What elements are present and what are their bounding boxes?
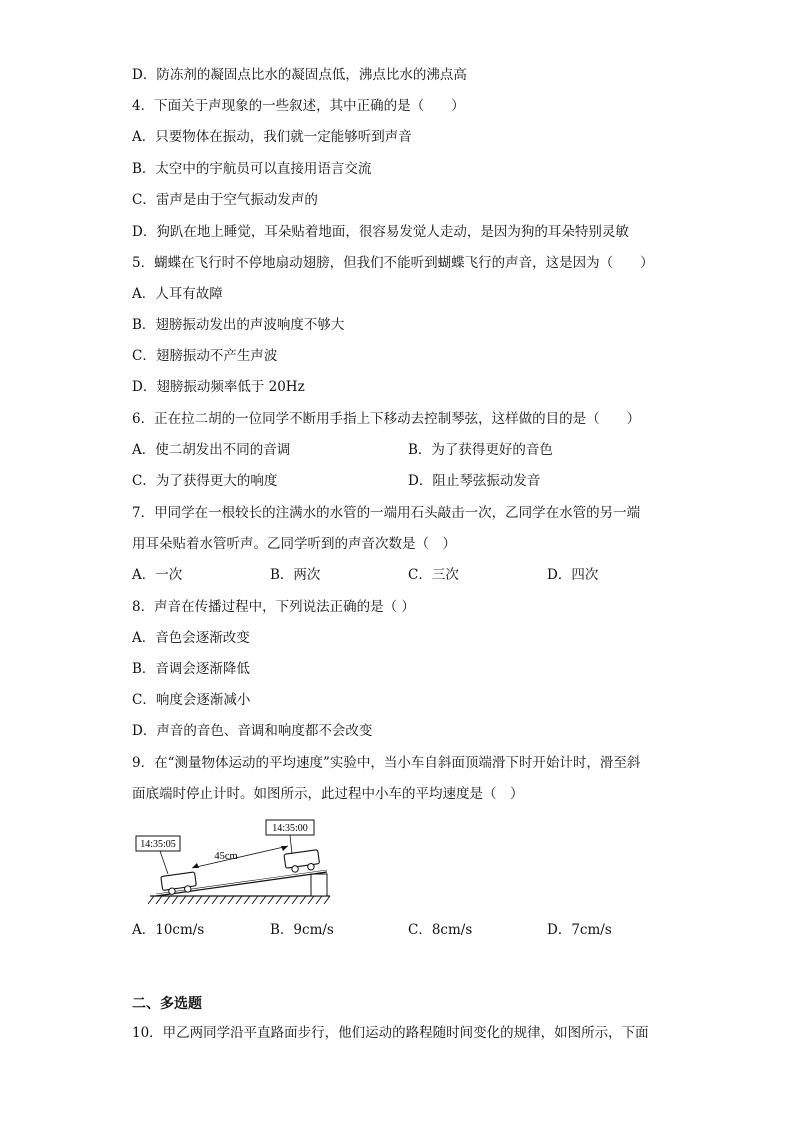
cart-top: [284, 850, 320, 874]
q6-option-d: D．阻止琴弦振动发音: [408, 473, 541, 489]
q7-option-c: C．三次: [408, 567, 459, 583]
q9-option-a: A．10cm/s: [132, 922, 205, 938]
section-title-multiple-choice: 二、多选题: [132, 996, 202, 1012]
q8-option-c: C．响度会逐渐减小: [132, 692, 251, 708]
q7-option-d: D．四次: [547, 567, 599, 583]
ground-hatching: [148, 896, 330, 904]
support-block: [311, 874, 327, 896]
q9-option-c: C．8cm/s: [408, 922, 473, 938]
cart-bottom: [161, 872, 197, 896]
incline-figure: [130, 816, 340, 912]
q4-option-c: C．雷声是由于空气振动发声的: [132, 192, 318, 208]
q5-option-c: C．翅膀振动不产生声波: [132, 348, 278, 364]
q4-option-b: B．太空中的宇航员可以直接用语言交流: [132, 161, 372, 177]
q5-stem: 5．蝴蝶在飞行时不停地扇动翅膀，但我们不能听到蝴蝶飞行的声音，这是因为（ ）: [132, 255, 654, 271]
q9-option-d: D．7cm/s: [547, 922, 612, 938]
q8-stem: 8．声音在传播过程中，下列说法正确的是（ ）: [132, 599, 415, 615]
q7-option-b: B．两次: [270, 567, 321, 583]
q6-option-a: A．使二胡发出不同的音调: [132, 442, 291, 458]
q7-stem-line1: 7．甲同学在一根较长的注满水的水管的一端用石头敲击一次，乙同学在水管的另一端: [132, 505, 641, 521]
q9-option-b: B．9cm/s: [270, 922, 334, 938]
timer-top-text: 14:35:00: [272, 823, 308, 834]
q4-option-d: D．狗趴在地上睡觉，耳朵贴着地面，很容易发觉人走动，是因为狗的耳朵特别灵敏: [132, 224, 629, 240]
q10-stem: 10．甲乙两同学沿平直路面步行，他们运动的路程随时间变化的规律，如图所示，下面: [132, 1025, 649, 1041]
distance-arrow: [192, 846, 288, 868]
q8-option-a: A．音色会逐渐改变: [132, 630, 250, 646]
q6-option-b: B．为了获得更好的音色: [408, 442, 553, 458]
q8-option-d: D．声音的音色、音调和响度都不会改变: [132, 723, 373, 739]
q5-option-d: D．翅膀振动频率低于 20Hz: [132, 379, 305, 395]
q8-option-b: B．音调会逐渐降低: [132, 661, 250, 677]
q5-option-a: A．人耳有故障: [132, 286, 223, 302]
timer-bottom-text: 14:35:05: [140, 839, 176, 850]
q5-option-b: B．翅膀振动发出的声波响度不够大: [132, 317, 345, 333]
q7-stem-line2: 用耳朵贴着水管听声。乙同学听到的声音次数是（ ）: [132, 536, 456, 552]
q4-stem: 4．下面关于声现象的一些叙述，其中正确的是（ ）: [132, 98, 465, 114]
q4-option-a: A．只要物体在振动，我们就一定能够听到声音: [132, 129, 412, 145]
q7-option-a: A．一次: [132, 567, 183, 583]
q9-stem-line1: 9．在“测量物体运动的平均速度”实验中，当小车自斜面顶端滑下时开始计时，滑至斜: [132, 755, 641, 771]
q6-option-c: C．为了获得更大的响度: [132, 473, 278, 489]
q6-stem: 6．正在拉二胡的一位同学不断用手指上下移动去控制琴弦，这样做的目的是（ ）: [132, 411, 641, 427]
q9-stem-line2: 面底端时停止计时。如图所示，此过程中小车的平均速度是（ ）: [132, 786, 524, 802]
q3-option-d: D．防冻剂的凝固点比水的凝固点低，沸点比水的沸点高: [132, 67, 467, 83]
distance-label: 45cm: [214, 851, 238, 862]
